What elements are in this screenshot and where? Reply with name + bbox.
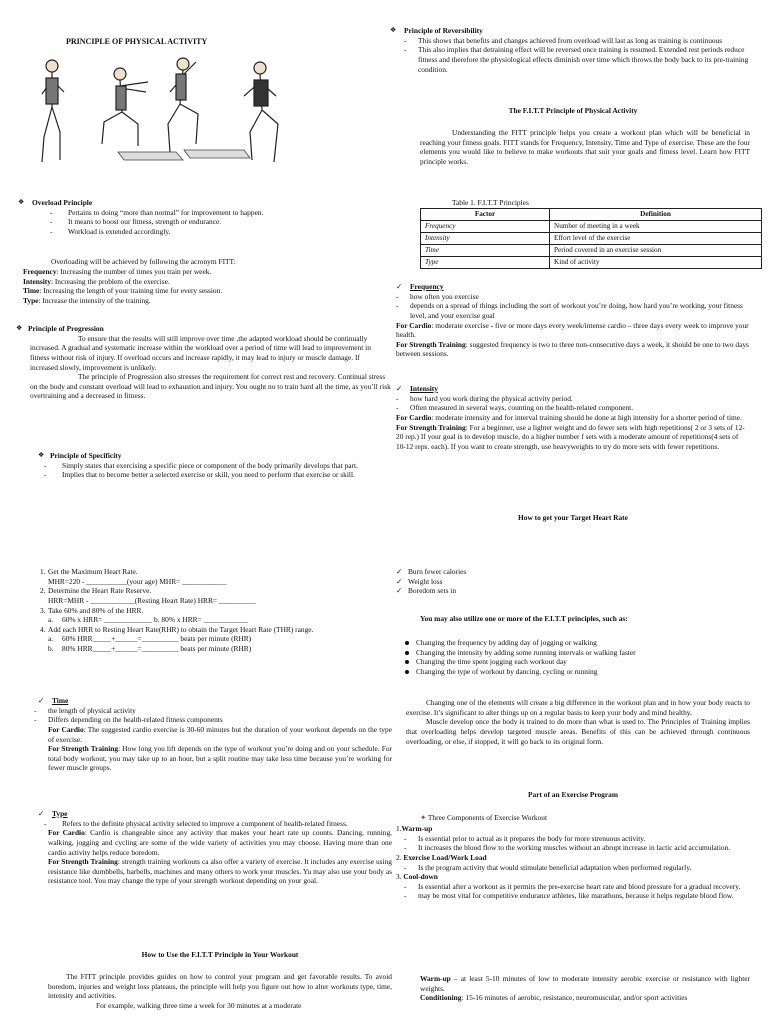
- page-title: PRINCIPLE OF PHYSICAL ACTIVITY: [66, 37, 208, 46]
- time-strength: For Strength Training: How long you lift depends on the type of workout you’re doing and on your schedule. For total body workout, you may take up to an hour, but a split routine may take less time because you’re working for fewer muscle groups.: [48, 744, 392, 773]
- list-item: - the length of physical activity: [18, 706, 392, 716]
- checkmark-icon: ✓: [38, 809, 45, 818]
- list-item: Changing the intensity by adding some running intervals or walking faster: [402, 648, 750, 658]
- fitt-type-line: Type: Increase the intensity of the training.: [23, 295, 151, 305]
- list-item: - Workload is extended accordingly.: [24, 227, 392, 237]
- diamond-bullet-icon: ❖: [390, 26, 397, 34]
- checkmark-icon: ✓: [38, 696, 45, 705]
- list-item: 4. Add each HRR to Resting Heart Rate(RHR) to obtain the Target Heart Rate (THR) range. a. 60% HRR_____+______=__________ beats per minute (RHR) b. 80% HRR_____+______=__________ beats per minute (RHR): [40, 624, 314, 653]
- progression-paragraph-1: To ensure that the results will still improve over time ,the adapted workload should be continually increased. A gradual and systematic increase within the workload over a period of time will lead to improvement in fitness without risk of injury. If overload occurs and increase rapidly, it may lead to injury or muscle damage. If increased slowly, improvement is unlikely.: [30, 333, 371, 372]
- list-item: ✓ Weight loss: [396, 576, 443, 586]
- part-heading: Part of an Exercise Program: [527, 790, 619, 799]
- fitt-frequency-line: Frequency: Increasing the number of times you train per week.: [23, 267, 212, 276]
- checkmark-icon: ✓: [396, 567, 403, 576]
- howto-section: [48, 972, 392, 1011]
- list-item: - Is essential prior to actual as it prepares the body for more strenuous activity.: [388, 834, 750, 844]
- fitt-table-caption: Table 1. F.I.T.T Principles: [452, 198, 529, 207]
- warmup-list: [388, 834, 750, 853]
- table-row: Time Period covered in an exercise session: [421, 245, 762, 257]
- list-item: 3. Take 60% and 80% of the HRR. a. 60% x HRR= _____________ b. 80% x HRR= ____________: [40, 605, 248, 625]
- type-list: [18, 819, 392, 829]
- intensity-strength: For Strength Training: For a beginner, use a lighter weight and do fewer sets with high repetitions( 2 or 3 sets of 12-20 rep.) If your goal is to develop muscle, do a higher number f sets with a moderate amount of repetitions(4 sets of 10-12 reps. each). If you want to create strength, use heavyweights to try do more sets with fewer repetitions.: [396, 422, 745, 451]
- frequency-list: [380, 292, 750, 321]
- frequency-strength: For Strength Training: suggested frequency is two to three non-consecutive days a week, it should be one to two days between sessions.: [396, 339, 749, 359]
- list-item: - Differs depending on the health-related fitness components: [18, 715, 392, 725]
- diamond-bullet-icon: ❖: [38, 451, 45, 459]
- list-item: - This also implies that detraining effect will be reversed once training is resumed. Extended rest periods reduce fitness and therefore the physiological effects diminish over time which throws the body back to its pre-training condition.: [388, 45, 750, 74]
- intensity-list: [380, 394, 750, 413]
- cooldown-list: [388, 882, 750, 901]
- time-list: [18, 706, 392, 725]
- list-item: - Often measured in several ways, counting on the health-related component.: [380, 403, 750, 413]
- list-item: - This shows that benefits and changes achieved from overload will last as long as training is continuous: [388, 36, 750, 46]
- type-section: ✓ Type - Refers to the definite physical activity selected to improve a component of health-related fitness. For Cardio: Cardio is changeable since any activity that makes your heart rate up counts. Dancing, running, walking, jogging and cycling are some of the wide variety of activities you may choose. Having more than one cardio activity helps reduce boredom. For Strength Training: strength training workouts ca also offer a variety of exercise. It includes any exercise using resistance like dumbbells, barbells, machines and many others to work your muscles. Yu may also use your body as resistance tool. You may change the type of your strength workout depending on your goal.: [18, 809, 392, 886]
- list-item: ✓ Burn fewer calories: [396, 567, 467, 576]
- fitt-paragraph: Understanding the FITT principle helps you create a workout plan which will be beneficial in reaching your fitness goals. FITT stands for Frequency, Intensity, Time and Type of exercise. These are the four elements you would like to believe to make workouts that suit your goals and fitness level. Learn how FITT principle works.: [420, 128, 750, 166]
- fitt-table: [420, 208, 762, 269]
- list-item: - Simply states that exercising a specific piece or component of the body primarily develops that part.: [18, 461, 390, 471]
- time-section: ✓ Time - the length of physical activity - Differs depending on the health-related fitness components For Cardio: The suggested cardio exercise is 30-60 minutes but the duration of your workout depends on the type of exercise. For Strength Training: How long you lift depends on the type of workout you’re doing and on your schedule. For total body workout, you may take up to an hour, but a split routine may take less time because you’re working for fewer muscle groups.: [18, 696, 392, 773]
- list-item: - Is essential after a workout as it permits the pre-exercise heart rate and blood pressure for a gradual recovery.: [388, 882, 750, 892]
- diamond-bullet-icon: ❖: [16, 324, 23, 332]
- type-cardio: For Cardio: Cardio is changeable since any activity that makes your heart rate up counts. Dancing, running, walking, jogging and cycling are some of the wide variety of activities you may choose. Having more than one cardio activity helps reduce boredom.: [48, 828, 392, 857]
- overload-list: [24, 208, 392, 237]
- fitt-intensity-line: Intensity: Increasing the problem of the exercise.: [23, 276, 170, 286]
- workload-list: [388, 863, 750, 873]
- workout-definitions: [420, 974, 750, 1003]
- progression-section: ❖ Principle of Progression To ensure that the results will still improve over time ,the adapted workload should be continually increased. A gradual and systematic increase within the workload over a period of time will lead to improvement in fitness without risk of injury. If overload occurs and increase rapidly, it may lead to injury or muscle damage. If increased slowly, improvement is unlikely. The principle of Progression also stresses the requirement for correct rest and recovery. Continual stress on the body and constant overload will lead to exhaustion and injury. You ought no to train hard all the time, as you’ll risk overtraining and a decreased in fitness.: [16, 324, 391, 401]
- change-paragraph-1: Changing one of the elements will create a big difference in the workout plan and in how your body reacts to exercise. It’s significant to alter things up on a regular basis to keep your body and mind healthy.: [406, 698, 750, 717]
- table-row: Intensity Effort level of the exercise: [421, 233, 762, 245]
- outcome-checklist: [396, 567, 750, 596]
- change-section: [406, 698, 750, 746]
- checkmark-icon: ✓: [396, 576, 403, 586]
- list-item: 1. Get the Maximum Heart Rate. MHR=220 - ___________(your age) MHR= ____________: [40, 567, 227, 586]
- list-item: ✓ Boredom sets in: [396, 586, 457, 596]
- list-item: - Pertains to doing “more than normal” for improvement to happen.: [24, 208, 392, 218]
- type-strength: For Strength Training: strength training workouts ca also offer a variety of exercise. It includes any exercise using resistance like dumbbells, barbells, machines and many others to work your muscles. Yu may also use your body as resistance tool. You may change the type of your strength workout depending on your goal.: [48, 857, 392, 886]
- thr-heading: How to get your Target Heart Rate: [518, 513, 628, 522]
- list-item: - It increases the blood flow to the working muscles without an abrupt increase in lactic acid accumulation.: [388, 843, 750, 853]
- table-row: Type Kind of activity: [421, 257, 762, 269]
- cooldown-heading: 3. Cool-down: [396, 872, 438, 882]
- target-heart-rate-steps: [18, 567, 392, 654]
- table-row: Frequency Number of meeting in a week: [421, 221, 762, 233]
- list-item: Changing the type of workout by dancing, cycling or running: [402, 667, 750, 677]
- warmup-heading: 1.Warm-up: [396, 824, 433, 833]
- diamond-bullet-icon: ❖: [18, 198, 25, 206]
- list-item: - It means to boost our fitness, strength or endurance.: [24, 217, 392, 227]
- specificity-list: [18, 461, 390, 480]
- progression-paragraph-2: The principle of Progression also stresses the requirement for correct rest and recovery. Continual stress on the body and constant overload will lead to exhaustion and injury. You ought no to train hard all the time, as you’ll risk overtraining and a decreased in fitness.: [30, 372, 391, 401]
- list-item: - depends on a spread of things including the sort of workout you’re doing, how hard you’re working, your fitness level, and your exercise goal: [380, 301, 750, 320]
- fitt-acronym-list: [23, 267, 392, 306]
- list-item: Changing the frequency by adding day of jogging or walking: [402, 638, 750, 648]
- table-header: Definition: [550, 209, 762, 221]
- exercise-illustration: [38, 52, 288, 170]
- change-paragraph-2: Muscle develop once the body is trained to do more than what is used to. The Principles of Training implies that overloading helps develop targeted muscle areas. Benefits of this can be achieved through continuous overloading, or else, if stopped, it will go back to its original form.: [406, 717, 750, 746]
- warmup-definition: Warm-up – at least 5-10 minutes of low to moderate intensity aerobic exercise or resistance with lighter weights.: [420, 974, 750, 993]
- list-item: - may be most vital for competitive endurance athletes, like marathons, because it helps regulate blood flow.: [388, 891, 750, 901]
- overload-section: ❖ Overload Principle - Pertains to doing “more than normal” for improvement to happen. - It means to boost our fitness, strength or endurance. - Workload is extended accordingly.: [18, 198, 392, 237]
- specificity-section: ❖ Principle of Specificity - Simply states that exercising a specific piece or component of the body primarily develops that part. - Implies that to become better a selected exercise or skill, you need to perform that exercise or skill.: [18, 451, 392, 480]
- arrow-bullet-icon: ✦: [420, 813, 427, 822]
- time-cardio: For Cardio: The suggested cardio exercise is 30-60 minutes but the duration of your workout depends on the type of exercise.: [48, 724, 392, 744]
- intensity-cardio: For Cardio: moderate intensity and for interval training should be done at high intensity for a shorter period of time.: [396, 412, 742, 422]
- conditioning-definition: Conditioning: 15-16 minutes of aerobic, resistance, neuromuscular, and/or sport activities: [420, 993, 688, 1003]
- checkmark-icon: ✓: [396, 282, 403, 291]
- reversibility-section: ❖ Principle of Reversibility - This shows that benefits and changes achieved from overload will last as long as training is continuous - This also implies that detraining effect will be reversed once training is resumed. Extended rest periods reduce fitness and therefore the physiological effects diminish over time which throws the body back to its pre-training condition.: [396, 26, 750, 74]
- list-item: - how hard you work during the physical activity period.: [380, 394, 750, 404]
- utilize-list: [402, 638, 750, 677]
- reversibility-list: [388, 36, 750, 75]
- workload-heading: 2. Exercise Load/Work Load: [396, 852, 487, 862]
- exercise-program-parts: [396, 824, 750, 901]
- fitt-table-wrap: [396, 208, 750, 269]
- exercise-figures-image: [38, 52, 288, 170]
- frequency-cardio: For Cardio: moderate exercise - five or more days every week/intense cardio – three days every week to improve your health.: [396, 320, 749, 340]
- checkmark-icon: ✓: [396, 586, 403, 596]
- fitt-heading: The F.I.T.T Principle of Physical Activity: [508, 106, 638, 115]
- three-components-line: ✦ Three Components of Exercise Workout: [420, 813, 548, 822]
- fitt-time-line: Time: Increasing the length of your training time for every session.: [23, 286, 223, 296]
- list-item: 2. Determine the Heart Rate Reserve. HRR=MHR - ____________(Resting Heart Rate) HRR= __________: [40, 586, 256, 605]
- utilize-section: [402, 638, 750, 677]
- howto-paragraph-cut: For example, walking three time a week for 30 minutes at a moderate: [96, 1000, 302, 1010]
- utilize-heading: You may also utilize one or more of the F.I.T.T principles, such as:: [420, 614, 628, 623]
- list-item: Changing the time spent jogging each workout day: [402, 657, 750, 667]
- list-item: - Refers to the definite physical activity selected to improve a component of health-related fitness.: [18, 819, 392, 829]
- howto-paragraph: The FITT principle provides guides on how to control your program and get favorable results. To avoid boredom, injuries and weight loss plateaus, the principle will help you figure out how to alter workouts type, time, intensity and activities.: [48, 972, 392, 1001]
- table-header: Factor: [421, 209, 550, 221]
- list-item: - Implies that to become better a selected exercise or skill, you need to perform that exercise or skill.: [18, 470, 390, 480]
- list-item: - Is the program activity that would stimulate beneficial adaptation when performed regularly.: [388, 863, 750, 873]
- intensity-section: ✓ Intensity - how hard you work during the physical activity period. - Often measured in several ways, counting on the health-related component. For Cardio: moderate intensity and for interval training should be done at high intensity for a shorter period of time. For Strength Training: For a beginner, use a lighter weight and do fewer sets with high repetitions( 2 or 3 sets of 12-20 rep.) If your goal is to develop muscle, do a higher number f sets with a moderate amount of repetitions(4 sets of 10-12 reps. each). If you want to create strength, use heavyweights to try do more sets with fewer repetitions.: [396, 384, 750, 451]
- frequency-section: ✓ Frequency - how often you exercise - depends on a spread of things including the sort of workout you’re doing, how hard you’re working, your fitness level, and your exercise goal For Cardio: moderate exercise - five or more days every week/intense cardio – three days every week to improve your health. For Strength Training: suggested frequency is two to three non-consecutive days a week, it should be one to two days between sessions.: [396, 282, 750, 359]
- list-item: - how often you exercise: [380, 292, 750, 302]
- howto-heading: How to Use the F.I.T.T Principle in Your Workout: [141, 950, 299, 959]
- checkmark-icon: ✓: [396, 384, 403, 393]
- overload-intro: Overloading will be achieved by following the acronym FITT:: [51, 257, 236, 266]
